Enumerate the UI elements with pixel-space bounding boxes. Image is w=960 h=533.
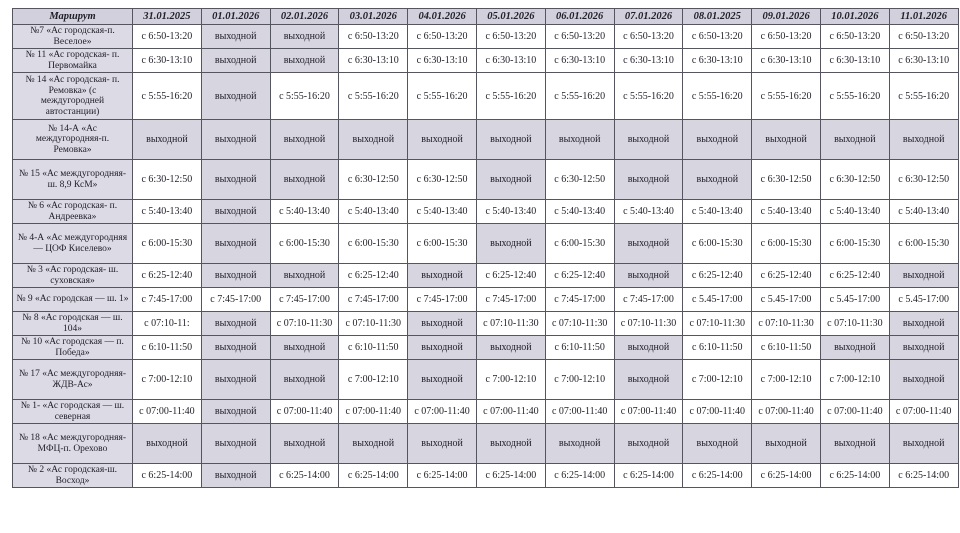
schedule-time-cell: с 5:55-16:20 <box>339 73 408 120</box>
schedule-time-cell: с 5:40-13:40 <box>614 200 683 224</box>
schedule-time-cell: с 07:10-11:30 <box>476 312 545 336</box>
route-name-cell: № 1- «Ас городская — ш. северная <box>13 400 133 424</box>
schedule-time-cell: с 7:00-12:10 <box>752 360 821 400</box>
schedule-time-cell: с 6:25-14:00 <box>752 464 821 488</box>
schedule-time-cell: с 5:40-13:40 <box>820 200 889 224</box>
day-off-cell: выходной <box>476 224 545 264</box>
schedule-time-cell: с 6:25-12:40 <box>752 264 821 288</box>
schedule-time-cell: с 5.45-17:00 <box>752 288 821 312</box>
day-off-cell: выходной <box>476 160 545 200</box>
schedule-time-cell: с 6:50-13:20 <box>889 25 958 49</box>
schedule-time-cell: с 6:30-12:50 <box>820 160 889 200</box>
day-off-cell: выходной <box>476 336 545 360</box>
day-off-cell: выходной <box>545 120 614 160</box>
route-name-cell: № 10 «Ас городская — п. Победа» <box>13 336 133 360</box>
schedule-time-cell: с 6:10-11:50 <box>339 336 408 360</box>
day-off-cell: выходной <box>614 120 683 160</box>
day-off-cell: выходной <box>408 424 477 464</box>
route-name-cell: № 8 «Ас городская — ш. 104» <box>13 312 133 336</box>
schedule-time-cell: с 6:00-15:30 <box>752 224 821 264</box>
day-off-cell: выходной <box>408 120 477 160</box>
schedule-time-cell: с 07:00-11:40 <box>820 400 889 424</box>
day-off-cell: выходной <box>889 424 958 464</box>
schedule-time-cell: с 6:30-13:10 <box>683 49 752 73</box>
day-off-cell: выходной <box>889 264 958 288</box>
table-row <box>13 264 959 288</box>
schedule-time-cell: с 7:00-12:10 <box>133 360 202 400</box>
schedule-time-cell: с 5:40-13:40 <box>752 200 821 224</box>
table-body <box>13 25 959 488</box>
schedule-time-cell: с 6:30-13:10 <box>339 49 408 73</box>
schedule-time-cell: с 5:40-13:40 <box>339 200 408 224</box>
day-off-cell: выходной <box>201 120 270 160</box>
schedule-time-cell: с 6:30-13:10 <box>133 49 202 73</box>
schedule-time-cell: с 7:00-12:10 <box>820 360 889 400</box>
date-column-header: 05.01.2026 <box>476 9 545 25</box>
schedule-time-cell: с 6:30-13:10 <box>889 49 958 73</box>
schedule-time-cell: с 6:10-11:50 <box>752 336 821 360</box>
day-off-cell: выходной <box>614 360 683 400</box>
schedule-time-cell: с 6:30-12:50 <box>339 160 408 200</box>
schedule-time-cell: с 6:30-12:50 <box>545 160 614 200</box>
route-name-cell: № 9 «Ас городская — ш. 1» <box>13 288 133 312</box>
schedule-time-cell: с 6:50-13:20 <box>476 25 545 49</box>
schedule-time-cell: с 7:45-17:00 <box>133 288 202 312</box>
table-row <box>13 360 959 400</box>
schedule-time-cell: с 7:00-12:10 <box>545 360 614 400</box>
schedule-time-cell: с 5:55-16:20 <box>545 73 614 120</box>
schedule-time-cell: с 6:30-13:10 <box>408 49 477 73</box>
route-name-cell: № 4-А «Ас междугородняя — ЦОФ Киселево» <box>13 224 133 264</box>
day-off-cell: выходной <box>614 424 683 464</box>
schedule-time-cell: с 5.45-17:00 <box>889 288 958 312</box>
day-off-cell: выходной <box>133 120 202 160</box>
day-off-cell: выходной <box>270 25 339 49</box>
day-off-cell: выходной <box>201 312 270 336</box>
table-row <box>13 336 959 360</box>
schedule-time-cell: с 07:00-11:40 <box>683 400 752 424</box>
schedule-time-cell: с 6:25-12:40 <box>476 264 545 288</box>
table-row <box>13 400 959 424</box>
route-name-cell: № 17 «Ас междугородняя-ЖДВ-Ас» <box>13 360 133 400</box>
schedule-time-cell: с 7:45-17:00 <box>408 288 477 312</box>
schedule-time-cell: с 07:10-11:30 <box>752 312 821 336</box>
schedule-time-cell: с 6:10-11:50 <box>545 336 614 360</box>
schedule-time-cell: с 7:45-17:00 <box>270 288 339 312</box>
schedule-time-cell: с 5:40-13:40 <box>408 200 477 224</box>
schedule-time-cell: с 6:25-14:00 <box>614 464 683 488</box>
schedule-time-cell: с 07:10-11:30 <box>270 312 339 336</box>
schedule-time-cell: с 6:25-12:40 <box>820 264 889 288</box>
day-off-cell: выходной <box>201 200 270 224</box>
schedule-time-cell: с 6:00-15:30 <box>683 224 752 264</box>
day-off-cell: выходной <box>408 264 477 288</box>
schedule-time-cell: с 5:55-16:20 <box>476 73 545 120</box>
table-row <box>13 120 959 160</box>
date-column-header: 31.01.2025 <box>133 9 202 25</box>
schedule-time-cell: с 07:00-11:40 <box>545 400 614 424</box>
day-off-cell: выходной <box>752 120 821 160</box>
schedule-time-cell: с 5:40-13:40 <box>133 200 202 224</box>
schedule-time-cell: с 07:00-11:40 <box>614 400 683 424</box>
schedule-time-cell: с 6:50-13:20 <box>614 25 683 49</box>
schedule-time-cell: с 5:40-13:40 <box>476 200 545 224</box>
schedule-time-cell: с 6:25-12:40 <box>133 264 202 288</box>
schedule-time-cell: с 5:55-16:20 <box>133 73 202 120</box>
schedule-time-cell: с 6:25-14:00 <box>339 464 408 488</box>
route-name-cell: № 2 «Ас городская-ш. Восход» <box>13 464 133 488</box>
schedule-time-cell: с 5:40-13:40 <box>545 200 614 224</box>
date-column-header: 01.01.2026 <box>201 9 270 25</box>
table-row <box>13 49 959 73</box>
schedule-time-cell: с 07:00-11:40 <box>339 400 408 424</box>
schedule-time-cell: с 5:40-13:40 <box>683 200 752 224</box>
table-row <box>13 160 959 200</box>
day-off-cell: выходной <box>683 120 752 160</box>
route-name-cell: № 18 «Ас междугородняя-МФЦ-п. Орехово <box>13 424 133 464</box>
day-off-cell: выходной <box>408 312 477 336</box>
day-off-cell: выходной <box>408 336 477 360</box>
schedule-time-cell: с 07:00-11:40 <box>476 400 545 424</box>
day-off-cell: выходной <box>820 424 889 464</box>
schedule-time-cell: с 6:30-13:10 <box>752 49 821 73</box>
schedule-time-cell: с 6:50-13:20 <box>339 25 408 49</box>
schedule-time-cell: с 7:00-12:10 <box>339 360 408 400</box>
schedule-time-cell: с 6:10-11:50 <box>133 336 202 360</box>
day-off-cell: выходной <box>752 424 821 464</box>
day-off-cell: выходной <box>339 424 408 464</box>
table-row <box>13 464 959 488</box>
schedule-time-cell: с 6:25-12:40 <box>545 264 614 288</box>
route-column-header: Маршрут <box>13 9 133 25</box>
schedule-time-cell: с 07:10-11: <box>133 312 202 336</box>
table-row <box>13 73 959 120</box>
schedule-time-cell: с 6:00-15:30 <box>408 224 477 264</box>
day-off-cell: выходной <box>201 224 270 264</box>
schedule-time-cell: с 07:00-11:40 <box>270 400 339 424</box>
schedule-time-cell: с 5:55-16:20 <box>820 73 889 120</box>
date-column-header: 11.01.2026 <box>889 9 958 25</box>
schedule-time-cell: с 6:30-13:10 <box>476 49 545 73</box>
date-column-header: 08.01.2025 <box>683 9 752 25</box>
schedule-time-cell: с 6:25-14:00 <box>820 464 889 488</box>
route-name-cell: № 6 «Ас городская- п. Андреевка» <box>13 200 133 224</box>
schedule-time-cell: с 6:30-13:10 <box>614 49 683 73</box>
day-off-cell: выходной <box>201 400 270 424</box>
day-off-cell: выходной <box>476 424 545 464</box>
day-off-cell: выходной <box>889 120 958 160</box>
day-off-cell: выходной <box>270 336 339 360</box>
schedule-time-cell: с 5:55-16:20 <box>889 73 958 120</box>
route-name-cell: № 14-А «Ас междугородняя-п. Ремовка» <box>13 120 133 160</box>
schedule-time-cell: с 6:30-13:10 <box>820 49 889 73</box>
schedule-time-cell: с 7:45-17:00 <box>614 288 683 312</box>
day-off-cell: выходной <box>545 424 614 464</box>
day-off-cell: выходной <box>614 264 683 288</box>
day-off-cell: выходной <box>201 464 270 488</box>
schedule-time-cell: с 7:00-12:10 <box>683 360 752 400</box>
schedule-time-cell: с 6:00-15:30 <box>820 224 889 264</box>
schedule-time-cell: с 6:25-14:00 <box>133 464 202 488</box>
day-off-cell: выходной <box>201 424 270 464</box>
date-column-header: 10.01.2026 <box>820 9 889 25</box>
day-off-cell: выходной <box>408 360 477 400</box>
schedule-time-cell: с 6:00-15:30 <box>889 224 958 264</box>
day-off-cell: выходной <box>820 120 889 160</box>
schedule-time-cell: с 6:25-14:00 <box>683 464 752 488</box>
schedule-time-cell: с 5:40-13:40 <box>889 200 958 224</box>
day-off-cell: выходной <box>270 120 339 160</box>
route-name-cell: № 11 «Ас городская- п. Первомайка <box>13 49 133 73</box>
schedule-time-cell: с 6:30-12:50 <box>752 160 821 200</box>
route-name-cell: № 14 «Ас городская- п. Ремовка» (с междугородней автостанции) <box>13 73 133 120</box>
date-column-header: 04.01.2026 <box>408 9 477 25</box>
schedule-time-cell: с 6:00-15:30 <box>270 224 339 264</box>
day-off-cell: выходной <box>201 160 270 200</box>
date-column-header: 02.01.2026 <box>270 9 339 25</box>
schedule-time-cell: с 5:55-16:20 <box>270 73 339 120</box>
schedule-time-cell: с 6:25-14:00 <box>889 464 958 488</box>
day-off-cell: выходной <box>270 264 339 288</box>
day-off-cell: выходной <box>889 336 958 360</box>
day-off-cell: выходной <box>614 224 683 264</box>
schedule-time-cell: с 5:55-16:20 <box>614 73 683 120</box>
schedule-time-cell: с 6:00-15:30 <box>339 224 408 264</box>
day-off-cell: выходной <box>201 336 270 360</box>
day-off-cell: выходной <box>683 424 752 464</box>
schedule-time-cell: с 07:10-11:30 <box>820 312 889 336</box>
schedule-time-cell: с 5.45-17:00 <box>820 288 889 312</box>
schedule-time-cell: с 6:50-13:20 <box>683 25 752 49</box>
schedule-time-cell: с 7:45-17:00 <box>201 288 270 312</box>
schedule-time-cell: с 5:55-16:20 <box>408 73 477 120</box>
schedule-time-cell: с 07:10-11:30 <box>339 312 408 336</box>
schedule-time-cell: с 6:50-13:20 <box>133 25 202 49</box>
route-name-cell: № 3 «Ас городская- ш. суховская» <box>13 264 133 288</box>
schedule-time-cell: с 7:45-17:00 <box>545 288 614 312</box>
schedule-time-cell: с 07:00-11:40 <box>408 400 477 424</box>
schedule-time-cell: с 5:55-16:20 <box>683 73 752 120</box>
day-off-cell: выходной <box>889 360 958 400</box>
day-off-cell: выходной <box>820 336 889 360</box>
schedule-time-cell: с 6:00-15:30 <box>545 224 614 264</box>
schedule-time-cell: с 07:10-11:30 <box>683 312 752 336</box>
day-off-cell: выходной <box>270 160 339 200</box>
schedule-time-cell: с 6:25-12:40 <box>339 264 408 288</box>
schedule-time-cell: с 7:45-17:00 <box>339 288 408 312</box>
table-row <box>13 312 959 336</box>
schedule-time-cell: с 6:25-14:00 <box>408 464 477 488</box>
day-off-cell: выходной <box>133 424 202 464</box>
day-off-cell: выходной <box>614 336 683 360</box>
schedule-time-cell: с 07:10-11:30 <box>614 312 683 336</box>
schedule-time-cell: с 07:00-11:40 <box>752 400 821 424</box>
schedule-time-cell: с 7:45-17:00 <box>476 288 545 312</box>
table-row <box>13 224 959 264</box>
schedule-time-cell: с 07:10-11:30 <box>545 312 614 336</box>
schedule-time-cell: с 6:25-14:00 <box>476 464 545 488</box>
day-off-cell: выходной <box>339 120 408 160</box>
day-off-cell: выходной <box>683 160 752 200</box>
day-off-cell: выходной <box>476 120 545 160</box>
schedule-table <box>12 8 959 488</box>
day-off-cell: выходной <box>201 360 270 400</box>
day-off-cell: выходной <box>889 312 958 336</box>
schedule-time-cell: с 5:40-13:40 <box>270 200 339 224</box>
day-off-cell: выходной <box>270 49 339 73</box>
schedule-time-cell: с 5.45-17:00 <box>683 288 752 312</box>
schedule-time-cell: с 6:50-13:20 <box>545 25 614 49</box>
schedule-time-cell: с 6:25-12:40 <box>683 264 752 288</box>
date-column-header: 09.01.2026 <box>752 9 821 25</box>
route-name-cell: №7 «Ас городская-п. Веселое» <box>13 25 133 49</box>
day-off-cell: выходной <box>270 360 339 400</box>
schedule-time-cell: с 6:50-13:20 <box>820 25 889 49</box>
day-off-cell: выходной <box>201 49 270 73</box>
day-off-cell: выходной <box>614 160 683 200</box>
table-row <box>13 288 959 312</box>
header-row <box>13 9 959 25</box>
schedule-time-cell: с 6:00-15:30 <box>133 224 202 264</box>
table-row <box>13 424 959 464</box>
schedule-time-cell: с 6:30-12:50 <box>408 160 477 200</box>
day-off-cell: выходной <box>270 424 339 464</box>
date-column-header: 03.01.2026 <box>339 9 408 25</box>
date-column-header: 07.01.2026 <box>614 9 683 25</box>
schedule-time-cell: с 6:25-14:00 <box>545 464 614 488</box>
table-row <box>13 25 959 49</box>
schedule-time-cell: с 6:10-11:50 <box>683 336 752 360</box>
schedule-time-cell: с 6:25-14:00 <box>270 464 339 488</box>
day-off-cell: выходной <box>201 73 270 120</box>
day-off-cell: выходной <box>201 264 270 288</box>
schedule-time-cell: с 7:00-12:10 <box>476 360 545 400</box>
schedule-time-cell: с 6:30-13:10 <box>545 49 614 73</box>
table-header <box>13 9 959 25</box>
route-name-cell: № 15 «Ас междугородняя-ш. 8,9 КсМ» <box>13 160 133 200</box>
day-off-cell: выходной <box>201 25 270 49</box>
schedule-time-cell: с 07:00-11:40 <box>889 400 958 424</box>
schedule-time-cell: с 6:30-12:50 <box>889 160 958 200</box>
schedule-time-cell: с 6:50-13:20 <box>752 25 821 49</box>
schedule-time-cell: с 6:30-12:50 <box>133 160 202 200</box>
schedule-time-cell: с 07:00-11:40 <box>133 400 202 424</box>
schedule-time-cell: с 5:55-16:20 <box>752 73 821 120</box>
date-column-header: 06.01.2026 <box>545 9 614 25</box>
schedule-time-cell: с 6:50-13:20 <box>408 25 477 49</box>
table-row <box>13 200 959 224</box>
